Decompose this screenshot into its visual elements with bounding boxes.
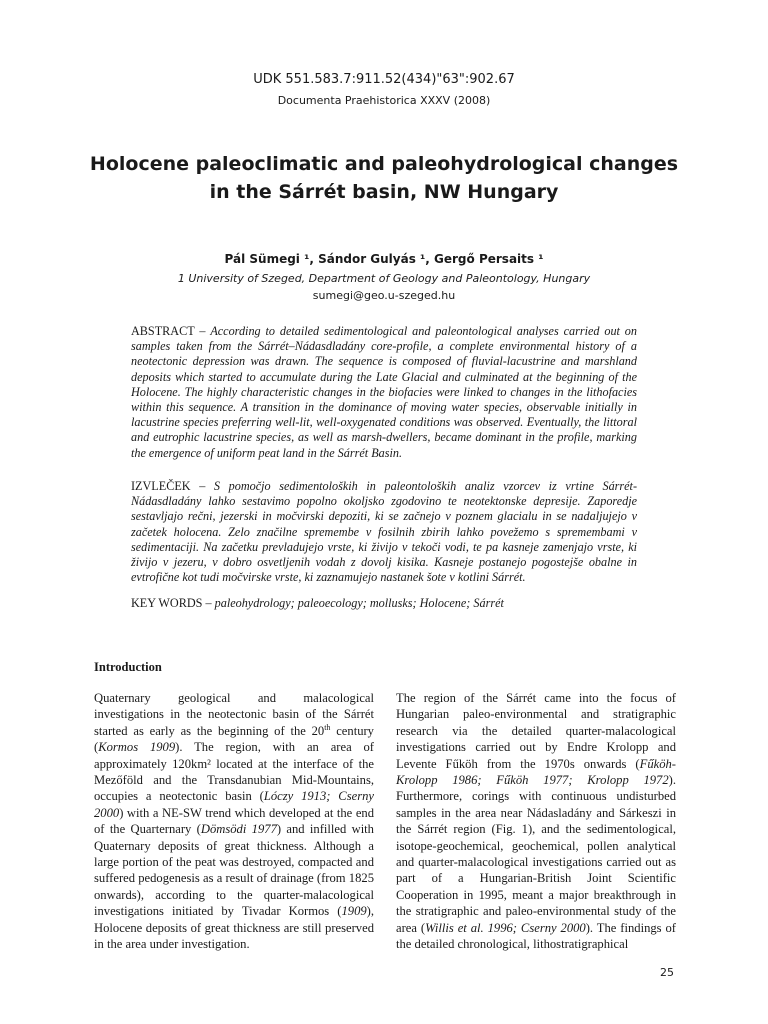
citation: Fűköh-Krolopp 1986; Fűköh 1977; Krolopp 1972 — [396, 756, 676, 788]
citation: Kormos 1909 — [98, 740, 176, 755]
intro-column-2 — [396, 690, 676, 953]
citation: Lóczy 1913; Cserny 2000 — [94, 789, 374, 820]
izvlecek-label: IZVLEČEK – — [131, 479, 214, 493]
journal-name: Documenta Praehistorica XXXV (2008) — [277, 94, 491, 107]
title-line-2: in the Sárrét basin, NW Hungary — [209, 181, 559, 203]
page-number: 25 — [660, 966, 674, 979]
abstract-label: ABSTRACT – — [131, 324, 211, 338]
title-line-1: Holocene paleoclimatic and paleohydrological changes — [89, 153, 679, 175]
abstract-text: According to detailed sedimentological and paleontological analyses carried out on samples taken from the Sárrét–Nádasdladány core-profile, a complete environmental history of a neotectonic depression was drawn. The sequence is composed of fluvial-lacustrine and marshland deposits which started to accumulate during the Late Glacial and culminated at the beginning of the Holocene. The highly characteristic changes in the biofacies were linked to changes in the lithofacies within this sequence. A transition in the dominance of moving water species, observable initially in lacustrine species preferring well-lit, well-oxygenated conditions was observed. Eventually, the littoral and eutrophic lacustrine species, as well as marsh-dwellers, became dominant in the profile, marking the emergence of uniform peat land in the Sárrét Basin. — [131, 324, 637, 460]
citation: Dömsödi 1977 — [200, 822, 277, 837]
citation: Willis et al. 1996; Cserny 2000 — [425, 920, 586, 935]
text-run: ) with a NE-SW trend which developed at the end of the Quarternary ( — [94, 805, 374, 837]
affiliation: 1 University of Szeged, Department of Geology and Paleontology, Hungary — [177, 272, 591, 285]
text-run: ). The findings of the detailed chronological, lithostratigraphical — [396, 920, 676, 952]
text-run: ). The region, with an area of approximately 120km² located at the interface of the Mezőföld and the Transdanubian Mid-Mountains, occupies a neotectonic basin ( — [94, 740, 374, 804]
keywords-text: paleohydrology; paleoecology; mollusks; Holocene; Sárrét — [214, 596, 504, 610]
text-run: ), Holocene deposits of great thickness are still preserved in the area under investigation. — [94, 904, 374, 952]
email[interactable]: sumegi@geo.u-szeged.hu — [312, 289, 456, 302]
keywords — [131, 596, 637, 611]
citation: 1909 — [341, 904, 367, 919]
text-run: century ( — [94, 723, 374, 755]
abstract — [131, 324, 637, 461]
superscript: th — [324, 722, 331, 732]
text-run: ) and infilled with Quaternary deposits of great thickness. Although a large portion of the peat was destroyed, compacted and suffered pedogenesis as a result of drainage (from 1825 onwards), according to the quarter-malacological investigations initiated by Tivadar Kormos ( — [94, 822, 374, 919]
text-run: The region of the Sárrét came into the focus of Hungarian paleo-environmental and stratigraphic research via the detailed quarter-malacological investigations carried out by Endre Krolopp and Levente Fűköh from the 1970s onwards ( — [396, 691, 676, 771]
authors: Pál Sümegi ¹, Sándor Gulyás ¹, Gergő Persaits ¹ — [224, 252, 544, 266]
text-run: Quaternary geological and malacological investigations in the neotectonic basin of the Sárrét started as early as the beginning of the 20 — [94, 691, 374, 738]
keywords-label: KEY WORDS – — [131, 596, 215, 610]
text-run: ). Furthermore, corings with continuous undisturbed samples in the area near Nádasladány and Sárkeszi in the Sárrét region (Fig. 1), and the sedimentological, isotope-geochemical, geochemical, pollen analytical and quarter-malacological investigations carried out as part of a Hungarian-British Joint Scientific Cooperation in 1995, meant a major breakthrough in the stratigraphic and paleo-environmental study of the area ( — [396, 773, 676, 935]
izvlecek-text: S pomočjo sedimentoloških in paleontoloških analiz vzorcev iz vrtine Sárrét-Nádasdladány lahko sestavimo popolno okoljsko zgodovino te neotektonske depresije. Zaporedje sestavljajo rečni, jezerski in močvirski depoziti, ki se začnejo v poznem glacialu in se nadaljujejo v začetek holocena. Zelo značilne spremembe v fosilnih zbirih lahko povežemo s spremembami v sedimentaciji. Na začetku prevladujejo vrste, ki živijo v tekoči vodi, te pa kasneje zamenjajo vrste, ki živijo v jezeru, v dobro osvetljenih vodah z dovolj kisika. Kasneje postanejo pogostejše obalne in evtrofične kot tudi močvirske vrste, ki zaznamujejo nastanek šote v kotlini Sárrét. — [131, 479, 638, 585]
izvlecek — [131, 479, 637, 585]
paper-title — [84, 150, 684, 206]
udk-code: UDK 551.583.7:911.52(434)"63":902.67 — [253, 72, 515, 87]
section-heading-introduction: Introduction — [94, 660, 162, 674]
intro-column-1 — [94, 690, 374, 953]
